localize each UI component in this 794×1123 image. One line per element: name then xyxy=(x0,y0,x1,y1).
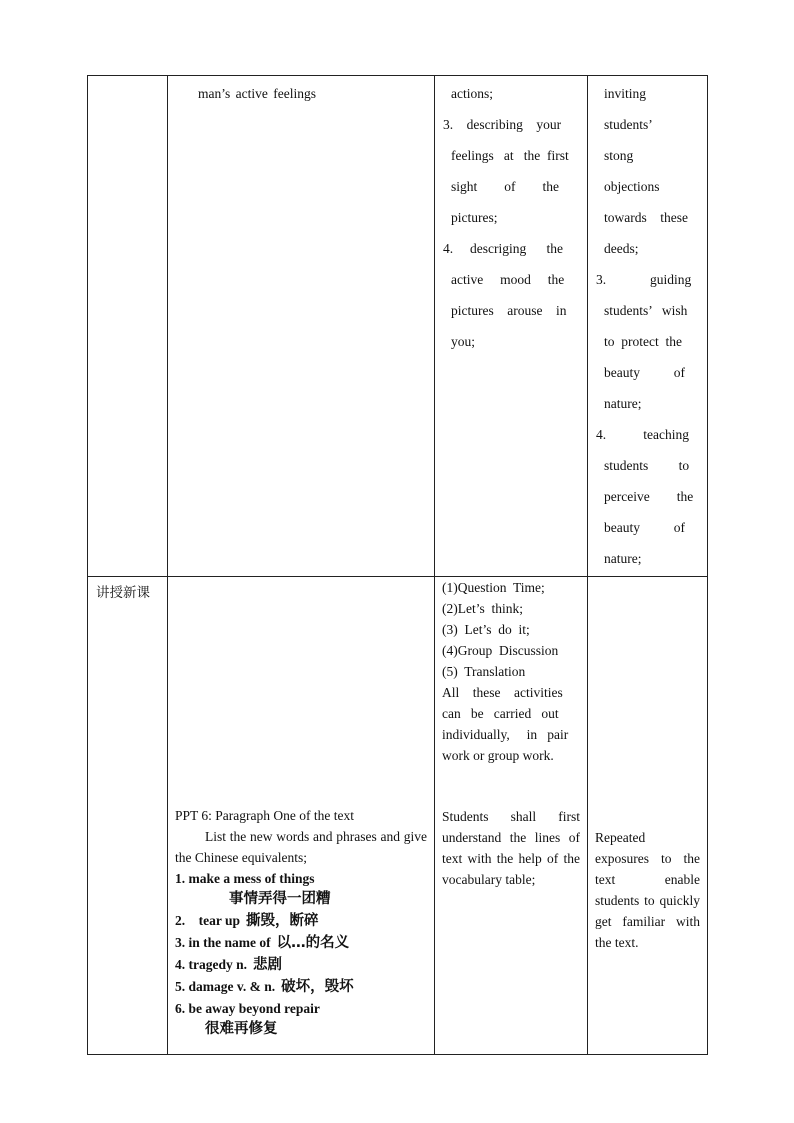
vocab-english: 6. be away beyond repair xyxy=(175,1001,320,1016)
table-cell xyxy=(588,76,708,577)
vocab-english: 5. damage v. & n. xyxy=(175,979,276,994)
list-item: pictures; xyxy=(451,210,498,225)
list-item: active mood the xyxy=(451,272,565,287)
vocab-item xyxy=(175,976,427,998)
activity-item: All these activities xyxy=(442,685,563,700)
vocab-chinese: 很难再修复 xyxy=(205,1021,278,1037)
list-item: perceive the xyxy=(604,489,694,504)
table-cell xyxy=(88,76,168,577)
vocab-chinese: 事情弄得一团糟 xyxy=(229,891,331,907)
table-row xyxy=(88,76,708,577)
vocab-item xyxy=(175,868,427,910)
list-item: nature; xyxy=(604,396,642,411)
list-item: 4. descriging the xyxy=(443,241,563,256)
list-item: inviting xyxy=(604,86,647,101)
list-item: students to xyxy=(604,458,690,473)
students-text: Students shall first understand the lines of text with the help of the vocabulary table; xyxy=(442,809,580,887)
vocab-chinese: 破坏，毁坏 xyxy=(281,979,354,995)
purpose-list xyxy=(596,78,699,574)
table-cell xyxy=(588,577,708,1055)
list-item: 3. guiding xyxy=(596,272,692,287)
purpose-text: Repeated exposures to the text enable students to quickly get familiar with the text. xyxy=(595,830,700,950)
ppt-instruction: List the new words and phrases and give the Chinese equivalents; xyxy=(175,829,427,865)
activity-item: (3) Let’s do it; xyxy=(442,622,530,637)
activity-item: individually, in pair xyxy=(442,727,569,742)
list-item: stong xyxy=(604,148,634,163)
activity-item: (2)Let’s think; xyxy=(442,601,523,616)
vocab-chinese: 以…的名义 xyxy=(276,935,350,951)
vocab-chinese: 悲剧 xyxy=(253,957,282,973)
list-item: sight of the xyxy=(451,179,559,194)
list-item: feelings at the first xyxy=(451,148,569,163)
list-item: objections xyxy=(604,179,660,194)
list-item: you; xyxy=(451,334,476,349)
list-item: deeds; xyxy=(604,241,639,256)
vocab-item xyxy=(175,998,427,1040)
vocab-list xyxy=(175,868,427,1040)
lesson-plan-table xyxy=(87,75,708,1055)
table-cell xyxy=(435,577,588,1055)
list-item: students’ xyxy=(604,117,653,132)
list-item: towards these xyxy=(604,210,688,225)
list-item: nature; xyxy=(604,551,642,566)
vocab-english: 3. in the name of xyxy=(175,935,271,950)
step-list xyxy=(443,78,579,357)
list-item: students’ wish xyxy=(604,303,688,318)
table-cell xyxy=(435,76,588,577)
activity-item: (4)Group Discussion xyxy=(442,643,559,658)
list-item: pictures arouse in xyxy=(451,303,567,318)
activity-item: (5) Translation xyxy=(442,664,526,679)
vocab-english: 1. make a mess of things xyxy=(175,871,315,886)
list-item: beauty of xyxy=(604,365,685,380)
list-item: to protect the xyxy=(604,334,682,349)
vocab-english: 2. tear up xyxy=(175,913,241,928)
activity-item: (1)Question Time; xyxy=(442,580,545,595)
activity-item: work or group work. xyxy=(442,748,554,763)
vocab-item xyxy=(175,954,427,976)
list-item: 4. teaching xyxy=(596,427,689,442)
feelings-text: man’s active feelings xyxy=(198,86,316,101)
activity-item: can be carried out xyxy=(442,706,559,721)
table-cell xyxy=(168,577,435,1055)
table-row xyxy=(88,577,708,1055)
list-item: 3. describing your xyxy=(443,117,562,132)
stage-label: 讲授新课 xyxy=(88,577,168,1055)
vocab-chinese: 撕毁，断碎 xyxy=(246,913,319,929)
vocab-item xyxy=(175,910,427,932)
list-item: actions; xyxy=(451,86,493,101)
activity-list xyxy=(442,577,580,766)
table-cell xyxy=(168,76,435,577)
vocab-english: 4. tragedy n. xyxy=(175,957,247,972)
list-item: beauty of xyxy=(604,520,685,535)
vocab-item xyxy=(175,932,427,954)
ppt-title: PPT 6: Paragraph One of the text xyxy=(175,808,354,823)
